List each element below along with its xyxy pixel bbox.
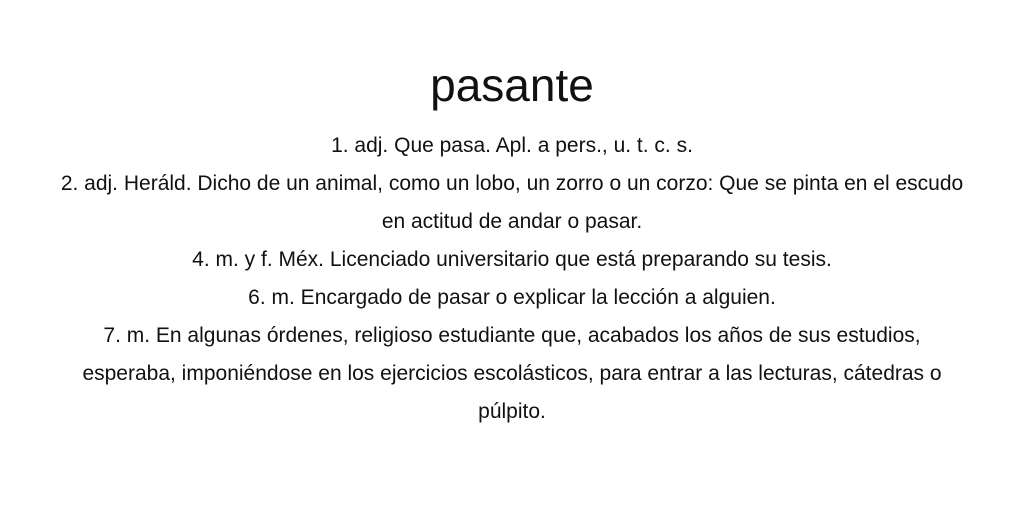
- definition-item: 7. m. En algunas órdenes, religioso estudiante que, acabados los años de sus estudios, esperaba, imponiéndose en los ejercicios escolásticos, para entrar a las lecturas, cátedras o púlpito.: [82, 324, 942, 423]
- definition-item: 4. m. y f. Méx. Licenciado universitario que está preparando su tesis.: [192, 248, 832, 271]
- definition-item: 6. m. Encargado de pasar o explicar la lección a alguien.: [248, 286, 776, 309]
- definitions-list: [60, 127, 964, 431]
- headword-title: pasante: [430, 59, 594, 111]
- definition-item: 1. adj. Que pasa. Apl. a pers., u. t. c. s.: [331, 134, 693, 157]
- definition-item: 2. adj. Heráld. Dicho de un animal, como un lobo, un zorro o un corzo: Que se pinta en el escudo en actitud de andar o pasar.: [60, 172, 964, 233]
